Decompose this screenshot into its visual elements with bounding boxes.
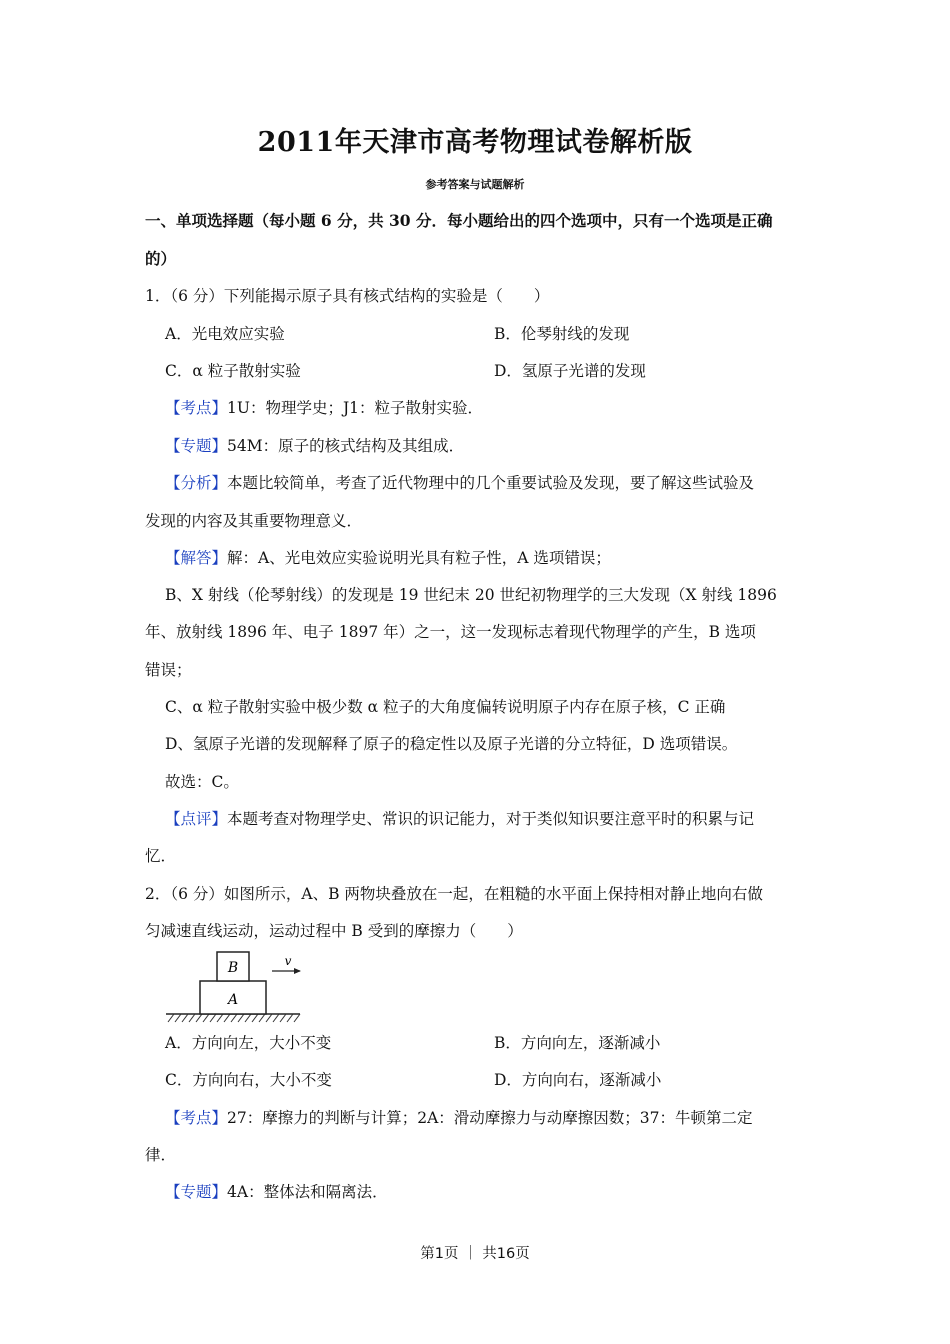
q2-option-b: B．方向向左，逐渐减小 [494,1034,661,1052]
block-a-label: A [227,992,239,1008]
q1-zhuanti-text: 54M：原子的核式结构及其组成． [227,437,465,455]
q2-kaodian-text2: 律． [145,1146,177,1164]
q1-kaodian-text: 1U：物理学史；J1：粒子散射实验． [227,399,484,417]
q2-figure [164,950,304,1028]
q1-kaodian-tag: 【考点】 [165,399,228,417]
q1-jieda-b1: B、X 射线（伦琴射线）的发现是 19 世纪末 20 世纪初物理学的三大发现（X 射线 1896 [165,586,777,604]
ground-hatch [168,1014,300,1022]
q1-dianping-text: 本题考查对物理学史、常识的识记能力，对于类似知识要注意平时的积累与记 [227,810,755,828]
q2-kaodian-tag: 【考点】 [165,1109,228,1127]
q1-option-c: C．α 粒子散射实验 [165,362,301,380]
block-b-label: B [227,960,239,976]
section-heading-line1: 一、单项选择题（每小题 6 分，共 30 分．每小题给出的四个选项中，只有一个选项是正确 [145,211,773,230]
q2-option-c: C．方向向右，大小不变 [165,1071,332,1089]
q1-jieda-choice: 故选：C。 [165,773,239,791]
q1-jieda-tag: 【解答】 [165,549,228,567]
q1-zhuanti-tag: 【专题】 [165,437,228,455]
q1-jieda-b3: 错误； [145,661,192,679]
q1-jieda-c: C、α 粒子散射实验中极少数 α 粒子的大角度偏转说明原子内存在原子核，C 正确 [165,698,726,716]
q1-jieda-text: 解：A、光电效应实验说明光具有粒子性，A 选项错误； [227,549,611,567]
velocity-label: v [284,954,292,968]
q1-jieda-b2: 年、放射线 1896 年、电子 1897 年）之一，这一发现标志着现代物理学的产生，B 选项 [145,623,756,641]
q1-option-a: A．光电效应实验 [165,325,285,343]
q2-option-a: A．方向向左，大小不变 [165,1034,332,1052]
q2-zhuanti-text: 4A：整体法和隔离法． [227,1183,388,1201]
q1-fenxi-tag: 【分析】 [165,474,228,492]
q1-stem: 1．（6 分）下列能揭示原子具有核式结构的实验是（ ） [145,287,550,305]
q2-stem-line1: 2．（6 分）如图所示，A、B 两物块叠放在一起，在粗糙的水平面上保持相对静止地向右做 [145,885,763,903]
q1-fenxi-text: 本题比较简单，考查了近代物理中的几个重要试验及发现，要了解这些试验及 [227,474,755,492]
q2-zhuanti-tag: 【专题】 [165,1183,228,1201]
q1-kaodian [165,398,483,418]
q2-stem-line2: 匀减速直线运动，运动过程中 B 受到的摩擦力（ ） [145,922,523,940]
document-title: 2011年天津市高考物理试卷解析版 [257,127,693,158]
q1-dianping [165,809,754,829]
q1-jieda-d: D、氢原子光谱的发现解释了原子的稳定性以及原子光谱的分立特征，D 选项错误。 [165,735,738,753]
q2-kaodian-text: 27：摩擦力的判断与计算；2A：滑动摩擦力与动摩擦因数；37：牛顿第二定 [227,1109,753,1127]
section-heading-line2: 的） [145,249,177,268]
q1-option-d: D．氢原子光谱的发现 [494,362,646,380]
q1-jieda [165,548,611,568]
q1-fenxi-text2: 发现的内容及其重要物理意义． [145,512,363,530]
velocity-arrowhead [294,968,301,974]
q1-fenxi [165,473,754,493]
q2-kaodian [165,1108,753,1128]
q1-zhuanti [165,436,464,456]
q1-dianping-text2: 忆． [145,847,177,865]
q1-dianping-tag: 【点评】 [165,810,228,828]
q1-option-b: B．伦琴射线的发现 [494,325,630,343]
q2-zhuanti [165,1182,388,1202]
document-subtitle: 参考答案与试题解析 [425,178,525,191]
page-footer: 第1页 ｜ 共16页 [420,1246,530,1262]
q2-option-d: D．方向向右，逐渐减小 [494,1071,662,1089]
